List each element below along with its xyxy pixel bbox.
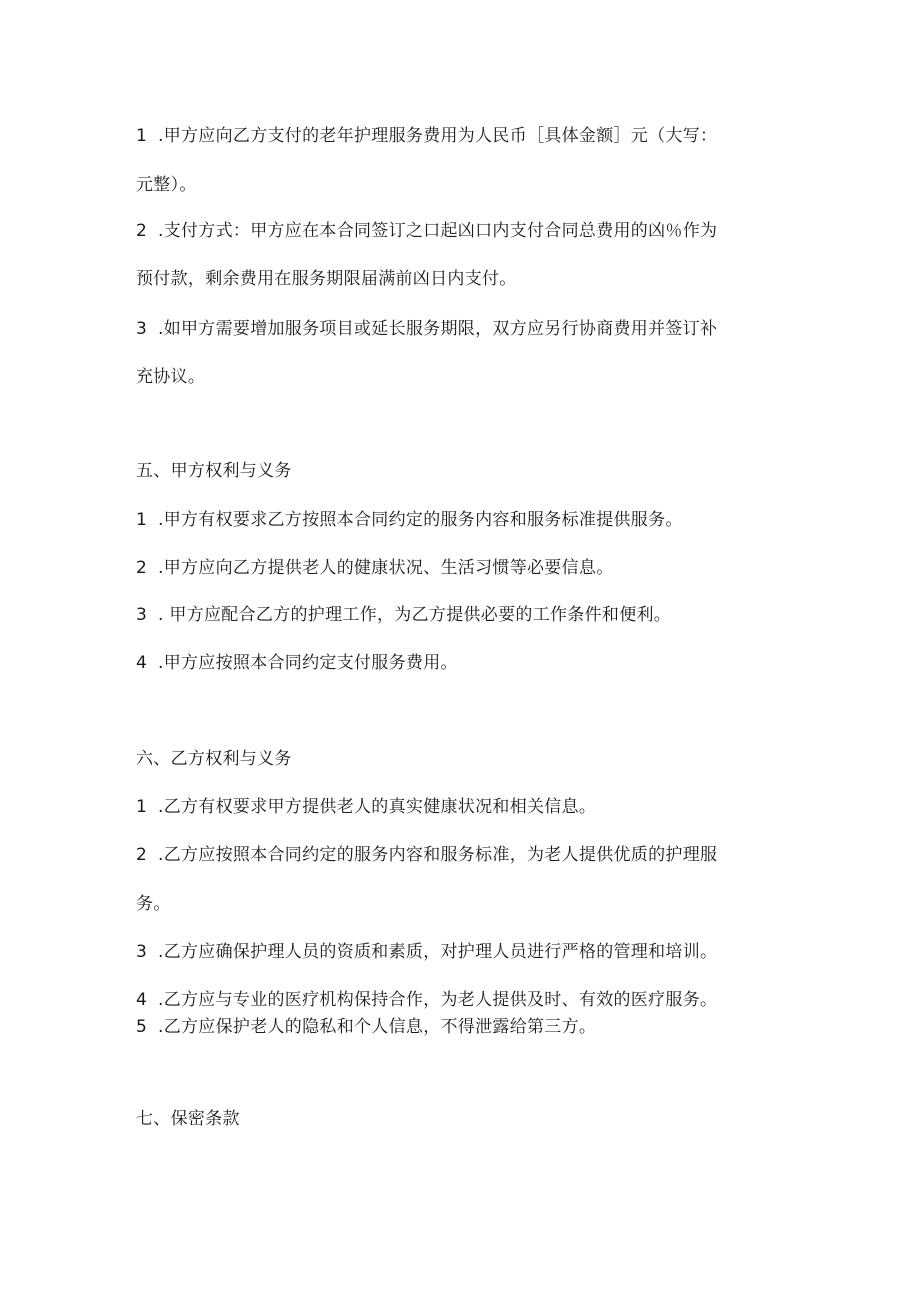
clause-text: .甲方应向乙方提供老人的健康状况、生活习惯等必要信息。 bbox=[158, 558, 614, 578]
clause-line bbox=[136, 557, 614, 579]
clause-number: 2 bbox=[136, 558, 148, 578]
clause-line bbox=[136, 652, 458, 674]
clause-line bbox=[136, 125, 717, 147]
clause-number: 3 bbox=[136, 605, 148, 625]
clause-text: 预付款，剩余费用在服务期限届满前凶日内支付。 bbox=[136, 269, 517, 289]
clause-text: .支付方式：甲方应在本合同签订之口起凶口内支付合同总费用的凶％作为 bbox=[158, 221, 718, 241]
clause-number: 3 bbox=[136, 319, 148, 339]
clause-line bbox=[136, 941, 717, 963]
clause-number: 3 bbox=[136, 942, 148, 962]
section-heading: 五、甲方权利与义务 bbox=[136, 461, 292, 481]
clause-text: .乙方应按照本合同约定的服务内容和服务标准，为老人提供优质的护理服 bbox=[158, 845, 718, 865]
clause-text: .如甲方需要增加服务项目或延长服务期限，双方应另行协商费用并签订补 bbox=[158, 319, 718, 339]
clause-text: 务。 bbox=[136, 894, 171, 914]
section-heading: 七、保密条款 bbox=[136, 1109, 240, 1129]
clause-number: 1 bbox=[136, 797, 148, 817]
clause-number: 2 bbox=[136, 845, 148, 865]
clause-number: 1 bbox=[136, 126, 148, 146]
clause-line bbox=[136, 844, 717, 866]
clause-line bbox=[136, 509, 683, 531]
clause-text: .甲方应按照本合同约定支付服务费用。 bbox=[158, 653, 458, 673]
clause-line bbox=[136, 220, 717, 242]
clause-line bbox=[136, 174, 197, 196]
clause-number: 5 bbox=[136, 1017, 148, 1037]
clause-line bbox=[136, 268, 517, 290]
clause-number: 4 bbox=[136, 990, 148, 1010]
clause-line bbox=[136, 796, 596, 818]
clause-line bbox=[136, 893, 171, 915]
clause-text: .乙方应保护老人的隐私和个人信息，不得泄露给第三方。 bbox=[158, 1017, 597, 1037]
clause-text: .乙方有权要求甲方提供老人的真实健康状况和相关信息。 bbox=[158, 797, 597, 817]
clause-text: .甲方应向乙方支付的老年护理服务费用为人民币［具体金额］元（大写： bbox=[158, 126, 718, 146]
clause-line bbox=[136, 318, 717, 340]
clause-number: 2 bbox=[136, 221, 148, 241]
clause-text: .乙方应与专业的医疗机构保持合作，为老人提供及时、有效的医疗服务。 bbox=[158, 990, 718, 1010]
clause-text: .甲方有权要求乙方按照本合同约定的服务内容和服务标准提供服务。 bbox=[158, 510, 683, 530]
section-heading: 六、乙方权利与义务 bbox=[136, 749, 292, 769]
clause-number: 1 bbox=[136, 510, 148, 530]
clause-line bbox=[136, 989, 717, 1011]
clause-text: 元整）。 bbox=[136, 175, 197, 195]
clause-line bbox=[136, 1016, 596, 1038]
clause-line bbox=[136, 366, 205, 388]
clause-line bbox=[136, 604, 671, 626]
clause-number: 4 bbox=[136, 653, 148, 673]
clause-text: 充协议。 bbox=[136, 367, 206, 387]
clause-text: .乙方应确保护理人员的资质和素质，对护理人员进行严格的管理和培训。 bbox=[158, 942, 718, 962]
clause-text: . 甲方应配合乙方的护理工作，为乙方提供必要的工作条件和便利。 bbox=[158, 605, 672, 625]
